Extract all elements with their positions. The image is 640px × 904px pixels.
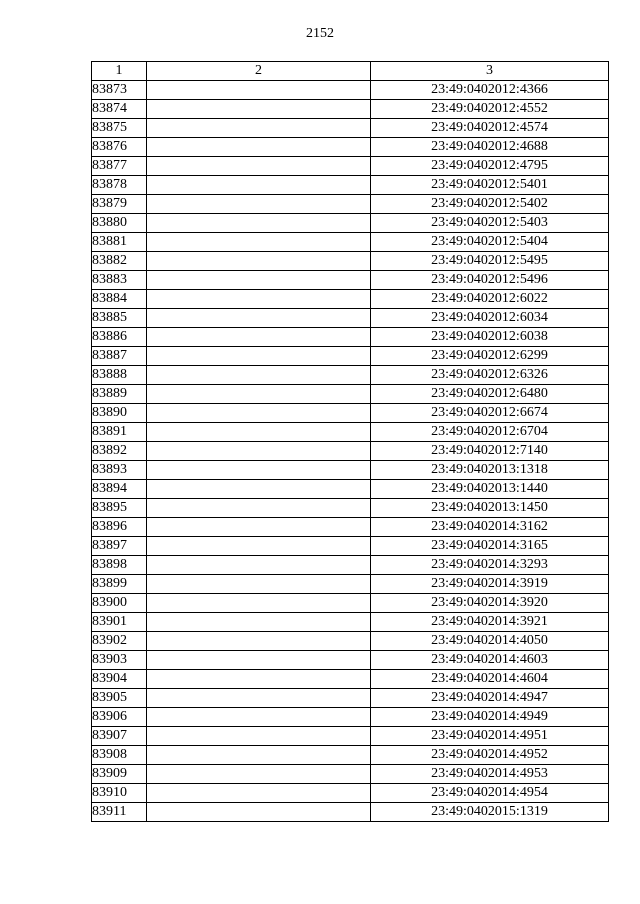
table-row: [92, 575, 609, 594]
cadastral-number-cell: 23:49:0402014:4954: [371, 784, 609, 803]
row-number-cell: 83894: [92, 480, 147, 499]
row-number-cell: 83885: [92, 309, 147, 328]
row-number-cell: 83902: [92, 632, 147, 651]
table-row: [92, 214, 609, 233]
table-row: [92, 309, 609, 328]
cadastral-number-cell: 23:49:0402014:3162: [371, 518, 609, 537]
column-2-cell: [147, 727, 371, 746]
cadastral-number-cell: 23:49:0402012:5495: [371, 252, 609, 271]
table-row: [92, 100, 609, 119]
row-number-cell: 83877: [92, 157, 147, 176]
cadastral-number-cell: 23:49:0402014:4951: [371, 727, 609, 746]
column-2-cell: [147, 119, 371, 138]
cadastral-number-cell: 23:49:0402014:4604: [371, 670, 609, 689]
column-2-cell: [147, 499, 371, 518]
cadastral-number-cell: 23:49:0402012:6034: [371, 309, 609, 328]
row-number-cell: 83908: [92, 746, 147, 765]
column-2-cell: [147, 575, 371, 594]
row-number-cell: 83897: [92, 537, 147, 556]
column-2-cell: [147, 176, 371, 195]
cadastral-number-cell: 23:49:0402012:6326: [371, 366, 609, 385]
row-number-cell: 83909: [92, 765, 147, 784]
table-row: [92, 138, 609, 157]
column-2-cell: [147, 670, 371, 689]
table-row: [92, 176, 609, 195]
table-row: [92, 613, 609, 632]
row-number-cell: 83891: [92, 423, 147, 442]
table-row: [92, 347, 609, 366]
cadastral-number-cell: 23:49:0402014:3293: [371, 556, 609, 575]
table-row: [92, 708, 609, 727]
row-number-cell: 83875: [92, 119, 147, 138]
table-row: [92, 632, 609, 651]
column-2-cell: [147, 100, 371, 119]
row-number-cell: 83874: [92, 100, 147, 119]
table-row: [92, 746, 609, 765]
column-2-cell: [147, 442, 371, 461]
cadastral-number-cell: 23:49:0402012:6704: [371, 423, 609, 442]
row-number-cell: 83889: [92, 385, 147, 404]
column-2-cell: [147, 518, 371, 537]
row-number-cell: 83886: [92, 328, 147, 347]
table-row: [92, 461, 609, 480]
table-header-row: [92, 62, 609, 81]
row-number-cell: 83906: [92, 708, 147, 727]
table-row: [92, 689, 609, 708]
cadastral-number-cell: 23:49:0402013:1450: [371, 499, 609, 518]
column-2-cell: [147, 632, 371, 651]
table-row: [92, 423, 609, 442]
column-2-cell: [147, 271, 371, 290]
column-2-cell: [147, 138, 371, 157]
table-row: [92, 803, 609, 822]
table-row: [92, 442, 609, 461]
row-number-cell: 83905: [92, 689, 147, 708]
table-body: [92, 81, 609, 822]
row-number-cell: 83884: [92, 290, 147, 309]
row-number-cell: 83899: [92, 575, 147, 594]
cadastral-number-cell: 23:49:0402014:3165: [371, 537, 609, 556]
row-number-cell: 83878: [92, 176, 147, 195]
table-row: [92, 404, 609, 423]
column-2-cell: [147, 233, 371, 252]
table-row: [92, 366, 609, 385]
table-row: [92, 119, 609, 138]
column-2-cell: [147, 537, 371, 556]
column-2-cell: [147, 366, 371, 385]
column-2-cell: [147, 214, 371, 233]
cadastral-number-cell: 23:49:0402014:4953: [371, 765, 609, 784]
cadastral-number-cell: 23:49:0402012:6299: [371, 347, 609, 366]
row-number-cell: 83903: [92, 651, 147, 670]
column-2-cell: [147, 385, 371, 404]
cadastral-number-cell: 23:49:0402012:6038: [371, 328, 609, 347]
column-2-cell: [147, 195, 371, 214]
table-row: [92, 233, 609, 252]
column-2-cell: [147, 556, 371, 575]
table-row: [92, 81, 609, 100]
row-number-cell: 83879: [92, 195, 147, 214]
column-2-cell: [147, 157, 371, 176]
table-row: [92, 670, 609, 689]
table-row: [92, 328, 609, 347]
table-row: [92, 537, 609, 556]
row-number-cell: 83911: [92, 803, 147, 822]
cadastral-number-cell: 23:49:0402012:6022: [371, 290, 609, 309]
column-header-2: 2: [147, 62, 371, 81]
table-row: [92, 499, 609, 518]
row-number-cell: 83900: [92, 594, 147, 613]
table-row: [92, 765, 609, 784]
table-row: [92, 651, 609, 670]
column-2-cell: [147, 309, 371, 328]
row-number-cell: 83881: [92, 233, 147, 252]
row-number-cell: 83890: [92, 404, 147, 423]
cadastral-number-cell: 23:49:0402012:4574: [371, 119, 609, 138]
row-number-cell: 83873: [92, 81, 147, 100]
table-row: [92, 195, 609, 214]
cadastral-number-cell: 23:49:0402012:5496: [371, 271, 609, 290]
cadastral-number-cell: 23:49:0402013:1440: [371, 480, 609, 499]
column-2-cell: [147, 689, 371, 708]
column-2-cell: [147, 613, 371, 632]
cadastral-number-cell: 23:49:0402014:3920: [371, 594, 609, 613]
column-2-cell: [147, 328, 371, 347]
row-number-cell: 83880: [92, 214, 147, 233]
column-2-cell: [147, 746, 371, 765]
table-row: [92, 480, 609, 499]
row-number-cell: 83887: [92, 347, 147, 366]
cadastral-number-cell: 23:49:0402014:4947: [371, 689, 609, 708]
column-header-1: 1: [92, 62, 147, 81]
table-row: [92, 157, 609, 176]
column-2-cell: [147, 423, 371, 442]
column-2-cell: [147, 347, 371, 366]
table-row: [92, 784, 609, 803]
row-number-cell: 83896: [92, 518, 147, 537]
cadastral-number-cell: 23:49:0402015:1319: [371, 803, 609, 822]
cadastral-number-cell: 23:49:0402012:4795: [371, 157, 609, 176]
column-2-cell: [147, 765, 371, 784]
row-number-cell: 83883: [92, 271, 147, 290]
table-row: [92, 727, 609, 746]
column-header-3: 3: [371, 62, 609, 81]
column-2-cell: [147, 803, 371, 822]
cadastral-number-cell: 23:49:0402012:5403: [371, 214, 609, 233]
cadastral-number-cell: 23:49:0402014:4949: [371, 708, 609, 727]
cadastral-number-cell: 23:49:0402012:4366: [371, 81, 609, 100]
column-2-cell: [147, 480, 371, 499]
cadastral-number-cell: 23:49:0402012:5404: [371, 233, 609, 252]
table-row: [92, 290, 609, 309]
table-row: [92, 252, 609, 271]
column-2-cell: [147, 461, 371, 480]
column-2-cell: [147, 290, 371, 309]
cadastral-number-cell: 23:49:0402014:4952: [371, 746, 609, 765]
column-2-cell: [147, 404, 371, 423]
row-number-cell: 83882: [92, 252, 147, 271]
cadastral-number-cell: 23:49:0402012:6674: [371, 404, 609, 423]
column-2-cell: [147, 252, 371, 271]
row-number-cell: 83901: [92, 613, 147, 632]
table-row: [92, 556, 609, 575]
cadastral-number-cell: 23:49:0402014:4050: [371, 632, 609, 651]
register-table: [91, 61, 609, 822]
row-number-cell: 83904: [92, 670, 147, 689]
column-2-cell: [147, 784, 371, 803]
row-number-cell: 83907: [92, 727, 147, 746]
cadastral-number-cell: 23:49:0402012:4552: [371, 100, 609, 119]
row-number-cell: 83893: [92, 461, 147, 480]
cadastral-number-cell: 23:49:0402012:5402: [371, 195, 609, 214]
row-number-cell: 83895: [92, 499, 147, 518]
table-row: [92, 594, 609, 613]
cadastral-number-cell: 23:49:0402014:3919: [371, 575, 609, 594]
cadastral-number-cell: 23:49:0402014:3921: [371, 613, 609, 632]
cadastral-number-cell: 23:49:0402012:5401: [371, 176, 609, 195]
table-row: [92, 518, 609, 537]
column-2-cell: [147, 594, 371, 613]
table-row: [92, 271, 609, 290]
cadastral-number-cell: 23:49:0402012:4688: [371, 138, 609, 157]
column-2-cell: [147, 81, 371, 100]
cadastral-number-cell: 23:49:0402014:4603: [371, 651, 609, 670]
column-2-cell: [147, 708, 371, 727]
row-number-cell: 83888: [92, 366, 147, 385]
cadastral-number-cell: 23:49:0402013:1318: [371, 461, 609, 480]
row-number-cell: 83892: [92, 442, 147, 461]
row-number-cell: 83876: [92, 138, 147, 157]
cadastral-number-cell: 23:49:0402012:7140: [371, 442, 609, 461]
cadastral-number-cell: 23:49:0402012:6480: [371, 385, 609, 404]
row-number-cell: 83910: [92, 784, 147, 803]
table-row: [92, 385, 609, 404]
row-number-cell: 83898: [92, 556, 147, 575]
page-number: 2152: [306, 26, 334, 41]
column-2-cell: [147, 651, 371, 670]
